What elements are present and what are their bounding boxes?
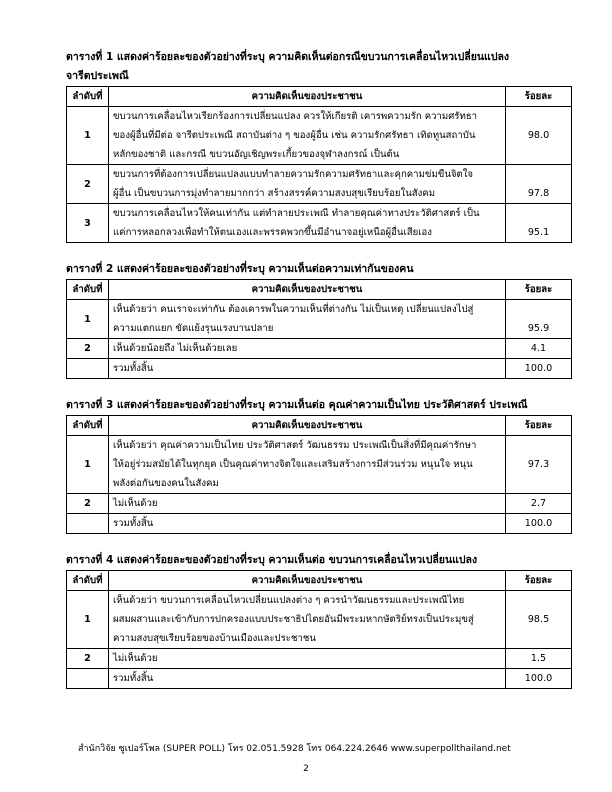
row-percent: 97.8 [506,165,572,204]
opinion-line: ให้อยู่ร่วมสมัยได้ในทุกยุค เป็นคุณค่าทางจิตใจและเสริมสร้างการมีส่วนร่วม หนุนใจ หนุน [113,459,473,470]
row-percent: 98.5 [506,591,572,649]
row-no: 2 [67,339,109,359]
total-percent: 100.0 [506,669,572,689]
header-percent: ร้อยละ [506,416,572,436]
header-opinion: ความคิดเห็นของประชาชน [109,87,506,107]
row-no: 1 [67,107,109,165]
opinion-line: ความแตกแยก ขัดแย้งรุนแรงบานปลาย [113,323,274,334]
table-row [67,649,572,669]
row-opinion [109,436,506,494]
opinion-line: เห็นด้วยว่า ขบวนการเคลื่อนไหวเปลี่ยนแปลงต่าง ๆ ควรนำวัฒนธรรมและประเพณีไทย [113,595,465,606]
table4-section [66,551,572,689]
table3 [66,415,572,534]
table-row [67,494,572,514]
row-opinion [109,107,506,165]
header-percent: ร้อยละ [506,571,572,591]
row-no: 3 [67,204,109,243]
header-no: ลำดับที่ [67,416,109,436]
header-opinion: ความคิดเห็นของประชาชน [109,416,506,436]
table4-header-row [67,571,572,591]
table-row [67,339,572,359]
row-percent: 95.1 [506,204,572,243]
table3-header-row [67,416,572,436]
table-row [67,591,572,649]
row-opinion [109,300,506,339]
opinion-line: ขบวนการเคลื่อนไหวเรียกร้องการเปลี่ยนแปลง ควรให้เกียรติ เคารพความรัก ความศรัทธา [113,111,478,122]
row-percent: 95.9 [506,300,572,339]
total-label: รวมทั้งสิ้น [109,514,506,534]
total-label: รวมทั้งสิ้น [109,669,506,689]
row-no [67,514,109,534]
opinion-line: ขบวนการเคลื่อนไหวให้คนเท่ากัน แต่ทำลายประเพณี ทำลายคุณค่าทางประวัติศาสตร์ เป็น [113,208,480,219]
opinion-line: ความสงบสุขเรียบร้อยของบ้านเมืองและประชาชน [113,633,316,644]
opinion-line: หลักของชาติ และกรณี ขบวนอัญเชิญพระเกี้ยวของจุฬาลงกรณ์ เป็นต้น [113,149,400,160]
row-opinion [109,204,506,243]
table4-caption: ตารางที่ 4 แสดงค่าร้อยละของตัวอย่างที่ระบุ ความเห็นต่อ ขบวนการเคลื่อนไหวเปลี่ยนแปลง [66,554,478,566]
opinion-line: เห็นด้วยว่า คุณค่าความเป็นไทย ประวัติศาสตร์ วัฒนธรรม ประเพณีเป็นสิ่งที่มีคุณค่ารักษา [113,440,477,451]
table3-caption: ตารางที่ 3 แสดงค่าร้อยละของตัวอย่างที่ระบุ ความเห็นต่อ คุณค่าความเป็นไทย ประวัติศาสตร์ ประเพณี [66,399,528,411]
table3-section [66,396,572,534]
table-row [67,204,572,243]
row-no: 2 [67,649,109,669]
opinion-line: เห็นด้วยว่า คนเราจะเท่ากัน ต้องเคารพในความเห็นที่ต่างกัน ไม่เป็นเหตุ เปลี่ยนแปลงไปสู่ [113,304,474,315]
total-label: รวมทั้งสิ้น [109,359,506,379]
row-opinion: ไม่เห็นด้วย [109,649,506,669]
row-opinion: ไม่เห็นด้วย [109,494,506,514]
opinion-line: ผสมผสานและเข้ากับการปกครองแบบประชาธิปไตยอันมีพระมหากษัตริย์ทรงเป็นประมุขสู่ [113,614,474,625]
table1-header-row [67,87,572,107]
row-no: 1 [67,436,109,494]
table-row [67,107,572,165]
row-no: 2 [67,494,109,514]
header-percent: ร้อยละ [506,87,572,107]
row-percent: 2.7 [506,494,572,514]
row-no [67,359,109,379]
opinion-line: ผู้อื่น เป็นขบวนการมุ่งทำลายมากกว่า สร้างสรรค์ความสงบสุขเรียบร้อยในสังคม [113,188,436,199]
opinion-line: ของผู้อื่นที่มีต่อ จารีตประเพณี สถาบันต่าง ๆ ของผู้อื่น เช่น ความรักศรัทธา เทิดทูนสถาบัน [113,130,476,141]
header-no: ลำดับที่ [67,571,109,591]
page-number: 2 [303,764,309,774]
table-row [67,300,572,339]
table1-section [66,48,572,243]
footer-text: สำนักวิจัย ซูเปอร์โพล (SUPER POLL) โทร 02.051.5928 โทร 064.224.2646 www.superpollthailand.net [78,744,511,754]
header-no: ลำดับที่ [67,280,109,300]
table-row [67,514,572,534]
header-percent: ร้อยละ [506,280,572,300]
document-page [66,48,572,706]
opinion-line: แค่การหลอกลวงเพื่อทำให้ตนเองและพรรคพวกขึ้นมีอำนาจอยู่เหนือผู้อื่นเสียเอง [113,227,432,238]
table-row [67,359,572,379]
table1-caption-cont: จารีตประเพณี [66,70,129,82]
row-percent: 1.5 [506,649,572,669]
row-percent: 4.1 [506,339,572,359]
total-percent: 100.0 [506,514,572,534]
header-no: ลำดับที่ [67,87,109,107]
table-row [67,436,572,494]
row-no: 2 [67,165,109,204]
opinion-line: พลังต่อกันของคนในสังคม [113,478,219,489]
table1-caption: ตารางที่ 1 แสดงค่าร้อยละของตัวอย่างที่ระบุ ความคิดเห็นต่อกรณีขบวนการเคลื่อนไหวเปลี่ยนแปลง [66,51,510,63]
row-opinion [109,591,506,649]
table1 [66,86,572,243]
table2-section [66,260,572,379]
table2 [66,279,572,379]
row-no: 1 [67,591,109,649]
row-percent: 98.0 [506,107,572,165]
total-percent: 100.0 [506,359,572,379]
row-percent: 97.3 [506,436,572,494]
table2-caption: ตารางที่ 2 แสดงค่าร้อยละของตัวอย่างที่ระบุ ความเห็นต่อความเท่ากันของคน [66,263,414,275]
row-no [67,669,109,689]
table-row [67,165,572,204]
row-no: 1 [67,300,109,339]
row-opinion [109,165,506,204]
header-opinion: ความคิดเห็นของประชาชน [109,280,506,300]
table2-header-row [67,280,572,300]
row-opinion: เห็นด้วยน้อยถึง ไม่เห็นด้วยเลย [109,339,506,359]
opinion-line: ขบวนการที่ต้องการเปลี่ยนแปลงแบบทำลายความรักความศรัทธาและคุกคามข่มขืนจิตใจ [113,169,474,180]
footer-contact [66,742,572,756]
header-opinion: ความคิดเห็นของประชาชน [109,571,506,591]
table4 [66,570,572,689]
table-row [67,669,572,689]
